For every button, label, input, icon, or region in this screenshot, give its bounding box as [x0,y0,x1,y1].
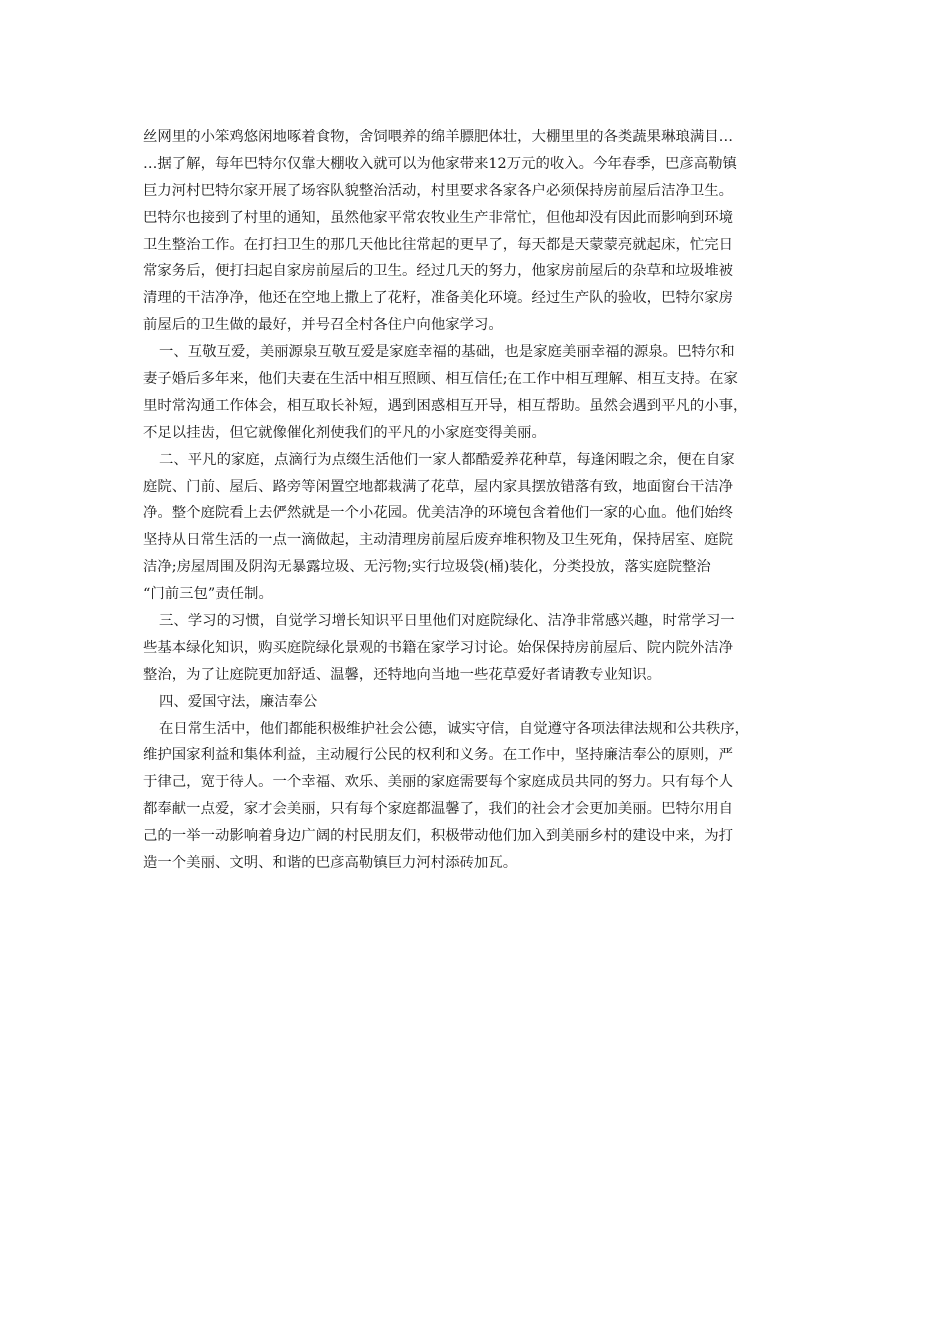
text-line: 己的一举一动影响着身边广阔的村民朋友们，积极带动他们加入到美丽乡村的建设中来，为打 [143,828,734,845]
text-line: 洁净;房屋周围及阴沟无暴露垃圾、无污物;实行垃圾袋(桶)装化，分类投放，落实庭院整治 [143,559,711,576]
text-line: 于律己，宽于待人。一个幸福、欢乐、美丽的家庭需要每个家庭成员共同的努力。只有每个人 [143,774,734,791]
text-line: 清理的干洁净净，他还在空地上撒上了花籽，准备美化环境。经过生产队的验收，巴特尔家房 [143,290,734,307]
text-line: 前屋后的卫生做的最好，并号召全村各住户向他家学习。 [143,317,503,334]
text-line: “门前三包”责任制。 [143,586,273,603]
text-line: 里时常沟通工作体会，相互取长补短，遇到困惑相互开导，相互帮助。虽然会遇到平凡的小事， [143,397,748,414]
text-line: 净。整个庭院看上去俨然就是一个小花园。优美洁净的环境包含着他们一家的心血。他们始终 [143,505,734,522]
text-line: 卫生整治工作。在打扫卫生的那几天他比往常起的更早了，每天都是天蒙蒙亮就起床，忙完日 [143,236,734,253]
document-body [143,124,807,877]
text-line: 四、爱国守法，廉洁奉公 [159,693,318,710]
text-line: …据了解，每年巴特尔仅靠大棚收入就可以为他家带来12万元的收入。今年春季，巴彦高勒镇 [143,155,737,172]
text-line: 丝网里的小笨鸡悠闲地啄着食物，舍饲喂养的绵羊膘肥体壮，大棚里里的各类蔬果琳琅满目… [143,129,734,145]
text-line: 庭院、门前、屋后、路旁等闲置空地都栽满了花草，屋内家具摆放错落有致，地面窗台干洁净 [143,478,734,495]
text-line: 造一个美丽、文明、和谐的巴彦高勒镇巨力河村添砖加瓦。 [143,855,518,872]
text-line: 巴特尔也接到了村里的通知，虽然他家平常农牧业生产非常忙，但他却没有因此而影响到环境 [143,209,734,226]
text-line: 三、学习的习惯，自觉学习增长知识平日里他们对庭院绿化、洁净非常感兴趣，时常学习一 [159,613,735,630]
text-line: 维护国家利益和集体利益，主动履行公民的权利和义务。在工作中，坚持廉洁奉公的原则，严 [143,747,734,764]
text-line: 整治，为了让庭院更加舒适、温馨，还特地向当地一些花草爱好者请教专业知识。 [143,666,662,683]
text-line: 常家务后，便打扫起自家房前屋后的卫生。经过几天的努力，他家房前屋后的杂草和垃圾堆被 [143,263,734,280]
text-line: 二、平凡的家庭，点滴行为点缀生活他们一家人都酷爱养花种草，每逢闲暇之余，便在自家 [159,451,735,468]
text-line: 些基本绿化知识，购买庭院绿化景观的书籍在家学习讨论。始保保持房前屋后、院内院外洁净 [143,639,734,656]
text-line: 巨力河村巴特尔家开展了场容队貌整治活动，村里要求各家各户必须保持房前屋后洁净卫生。 [143,182,734,199]
text-line: 坚持从日常生活的一点一滴做起，主动清理房前屋后废弃堆积物及卫生死角，保持居室、庭院 [143,532,734,549]
text-line: 在日常生活中，他们都能积极维护社会公德，诚实守信，自觉遵守各项法律法规和公共秩序， [159,720,750,737]
text-line: 一、互敬互爱，美丽源泉互敬互爱是家庭幸福的基础，也是家庭美丽幸福的源泉。巴特尔和 [159,344,735,361]
text-line: 妻子婚后多年来，他们夫妻在生活中相互照顾、相互信任;在工作中相互理解、相互支持。在家 [143,371,738,388]
text-line: 不足以挂齿，但它就像催化剂使我们的平凡的小家庭变得美丽。 [143,424,546,441]
text-line: 都奉献一点爱，家才会美丽，只有每个家庭都温馨了，我们的社会才会更加美丽。巴特尔用自 [143,801,734,818]
